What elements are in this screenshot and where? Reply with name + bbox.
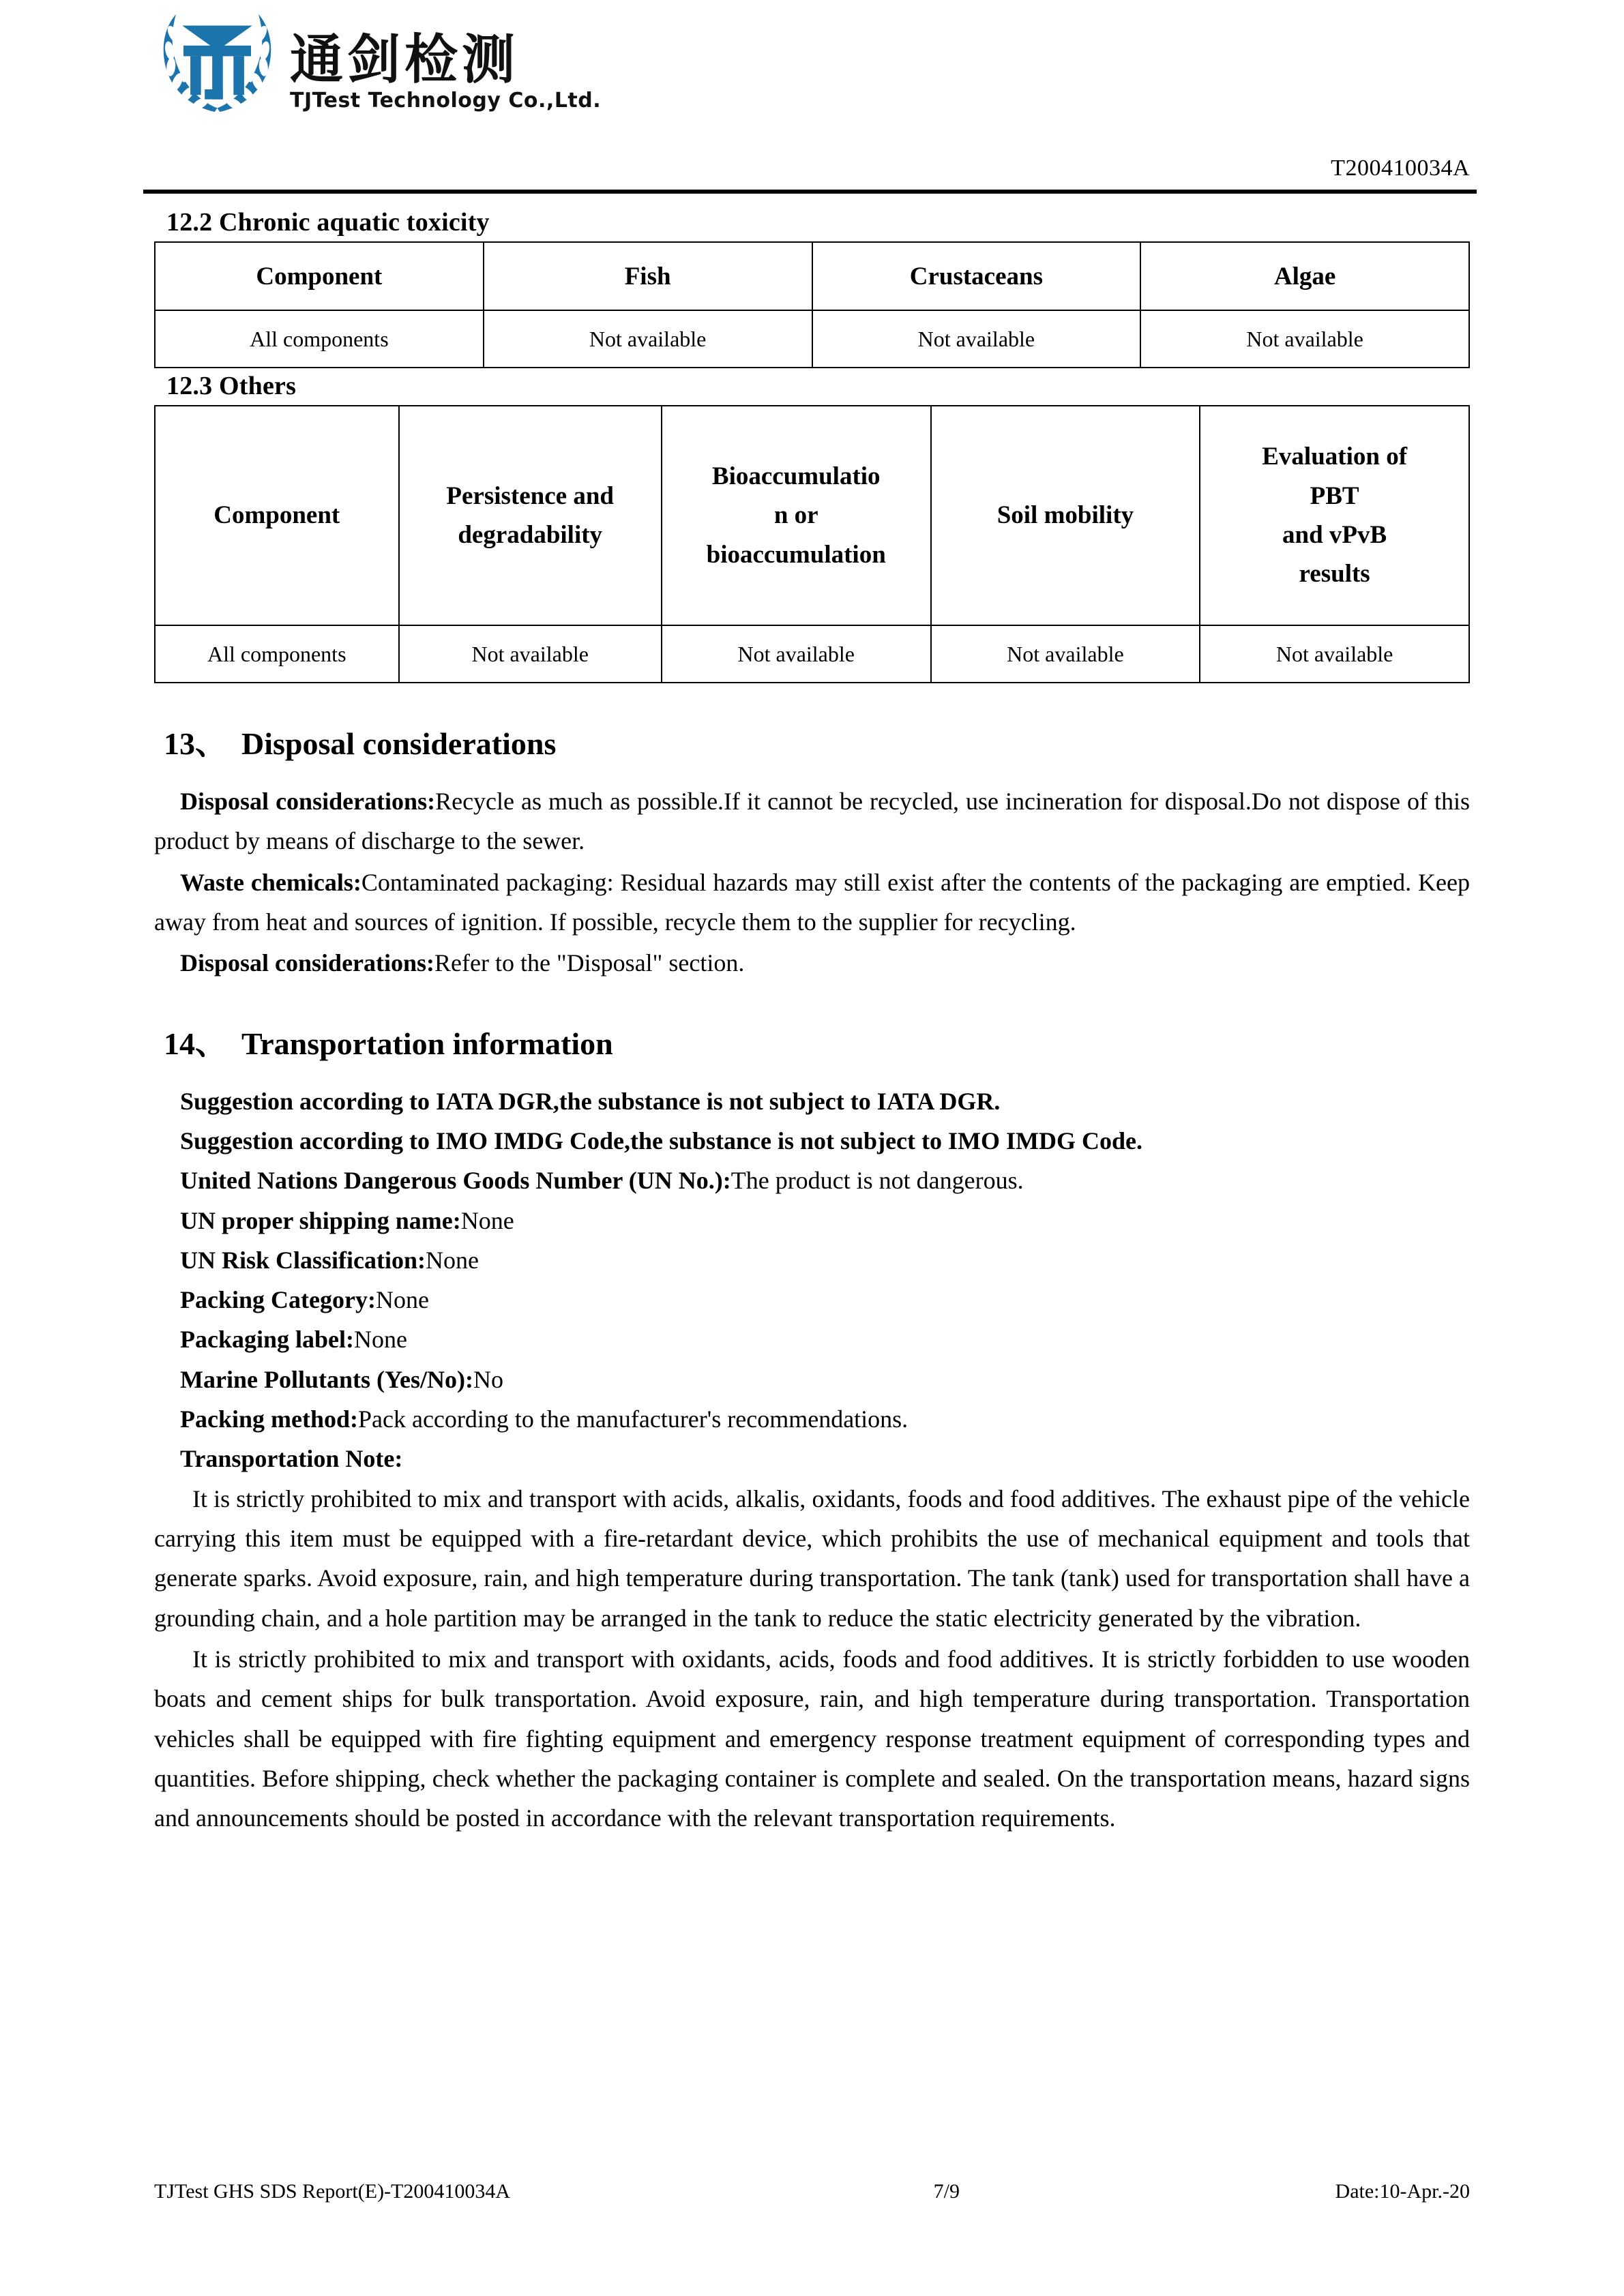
column-header	[155, 406, 399, 625]
field-label: UN Risk Classification:	[180, 1246, 426, 1274]
page-footer	[154, 2180, 1470, 2203]
column-header-line: Evaluation of	[1262, 443, 1408, 471]
transportation-note-paragraph-2: It is strictly prohibited to mix and transport with oxidants, acids, foods and food additives. It is strictly forbidden to use wooden boats and cement ships for bulk transportation. Avoid exposure, rain, and high temperature during transportation. Transportation vehicles shall be equipped with fire fighting equipment and emergency response treatment equipment of corresponding types and quantities. Before shipping, check whether the packaging container is complete and sealed. On the transportation means, hazard signs and announcements should be posted in accordance with the relevant transportation requirements.	[154, 1645, 1470, 1832]
field-value: Pack according to the manufacturer's recommendations.	[358, 1405, 909, 1433]
field-value: None	[375, 1286, 429, 1314]
section-title: Disposal considerations	[241, 726, 557, 761]
field-packing-method	[154, 1399, 1470, 1439]
column-header	[1200, 406, 1469, 625]
table-cell: Not available	[484, 310, 812, 368]
subsection-heading-12-3: 12.3 Others	[166, 372, 297, 400]
field-value: None	[460, 1206, 514, 1234]
field-label: Packing Category:	[180, 1286, 376, 1314]
field-un-number	[154, 1161, 1470, 1200]
column-header-line: degradability	[458, 521, 603, 549]
tjt-wreath-logo-icon	[154, 7, 280, 119]
field-label: Waste chemicals:	[180, 868, 361, 896]
column-header-line: PBT	[1310, 481, 1359, 510]
header-divider	[143, 190, 1477, 194]
table-row	[155, 310, 1469, 368]
field-transportation-note	[154, 1439, 1470, 1478]
table-cell: Not available	[812, 310, 1141, 368]
section-heading-14	[154, 1019, 1470, 1064]
field-label: Marine Pollutants (Yes/No):	[180, 1365, 473, 1393]
column-header	[662, 406, 931, 625]
report-number: T200410034A	[1331, 155, 1470, 181]
field-label: Disposal considerations:	[180, 949, 435, 977]
table-others	[154, 405, 1470, 683]
field-value: Refer to the "Disposal" section.	[434, 949, 745, 977]
iata-dgr-suggestion: Suggestion according to IATA DGR,the substance is not subject to IATA DGR.	[180, 1087, 1001, 1115]
field-value: None	[426, 1246, 479, 1274]
column-header-line: Persistence and	[446, 481, 614, 510]
waste-chemicals-paragraph	[154, 863, 1470, 942]
column-header-line: n or	[773, 501, 818, 530]
table-cell: All components	[155, 625, 399, 683]
table-cell: Not available	[1140, 310, 1469, 368]
section-number: 13、	[164, 726, 226, 761]
table-cell: Not available	[931, 625, 1200, 683]
disposal-considerations-paragraph	[154, 781, 1470, 861]
field-label: UN proper shipping name:	[180, 1206, 461, 1234]
page-content	[154, 207, 1470, 1838]
field-value: Contaminated packaging: Residual hazards may still exist after the contents of the packaging are emptied. Keep away from heat and sources of ignition. If possible, recycle them to the supplier for recycling.	[154, 868, 1470, 936]
section-title: Transportation information	[241, 1026, 613, 1061]
column-header-line: results	[1299, 560, 1370, 588]
field-value: Recycle as much as possible.If it cannot be recycled, use incineration for disposal.Do not dispose of this product by means of discharge to the sewer.	[154, 788, 1471, 855]
imo-imdg-suggestion: Suggestion according to IMO IMDG Code,the substance is not subject to IMO IMDG Code.	[180, 1127, 1142, 1154]
column-header-line: Soil mobility	[996, 501, 1134, 530]
table-row	[155, 625, 1469, 683]
transportation-note-paragraph-1: It is strictly prohibited to mix and transport with acids, alkalis, oxidants, foods and food additives. The exhaust pipe of the vehicle carrying this item must be equipped with a fire-retardant device, which prohibits the use of mechanical equipment and tools that generate sparks. Avoid exposure, rain, and high temperature during transportation. The tank (tank) used for transportation shall have a grounding chain, and a hole partition may be arranged in the tank to reduce the static electricity generated by the vibration.	[154, 1485, 1470, 1632]
field-label: Packaging label:	[180, 1326, 355, 1354]
field-packing-category	[154, 1280, 1470, 1320]
section-heading-13	[154, 719, 1470, 764]
column-header: Component	[155, 242, 484, 310]
table-chronic-aquatic-toxicity	[154, 241, 1470, 368]
field-label: Disposal considerations:	[180, 788, 436, 815]
field-label: Packing method:	[180, 1405, 358, 1433]
table-header-row	[155, 242, 1469, 310]
table-cell: All components	[155, 310, 484, 368]
company-name-en: TJTest Technology Co.,Ltd.	[290, 89, 602, 113]
field-un-proper-shipping-name	[154, 1201, 1470, 1240]
column-header: Algae	[1140, 242, 1469, 310]
table-header-row	[155, 406, 1469, 625]
table-cell: Not available	[399, 625, 662, 683]
column-header-line: bioaccumulation	[706, 540, 886, 569]
field-value: None	[354, 1326, 407, 1354]
field-label: Transportation Note:	[180, 1445, 403, 1473]
column-header-line: Component	[213, 501, 340, 530]
column-header: Crustaceans	[812, 242, 1141, 310]
company-name-block	[290, 29, 602, 119]
footer-report-title: TJTest GHS SDS Report(E)-T200410034A	[154, 2180, 511, 2203]
column-header-line: and vPvB	[1282, 521, 1387, 549]
table-cell: Not available	[1200, 625, 1469, 683]
field-value: No	[473, 1365, 503, 1393]
page-header	[154, 0, 1470, 205]
company-logo	[154, 7, 601, 119]
section-number: 14、	[164, 1026, 226, 1061]
field-marine-pollutants	[154, 1360, 1470, 1399]
table-cell: Not available	[662, 625, 931, 683]
subsection-heading-12-2: 12.2 Chronic aquatic toxicity	[166, 208, 490, 237]
disposal-reference-paragraph	[154, 943, 1470, 983]
footer-date: Date:10-Apr.-20	[1335, 2180, 1470, 2203]
company-name-cn: 通剑检测	[290, 29, 520, 91]
column-header-line: Bioaccumulatio	[711, 462, 881, 490]
field-label: United Nations Dangerous Goods Number (UN No.):	[180, 1167, 731, 1195]
column-header: Fish	[484, 242, 812, 310]
column-header	[399, 406, 662, 625]
field-un-risk-classification	[154, 1240, 1470, 1280]
footer-page-number: 7/9	[933, 2180, 960, 2203]
column-header	[931, 406, 1200, 625]
field-value: The product is not dangerous.	[730, 1167, 1024, 1195]
field-packaging-label	[154, 1320, 1470, 1359]
